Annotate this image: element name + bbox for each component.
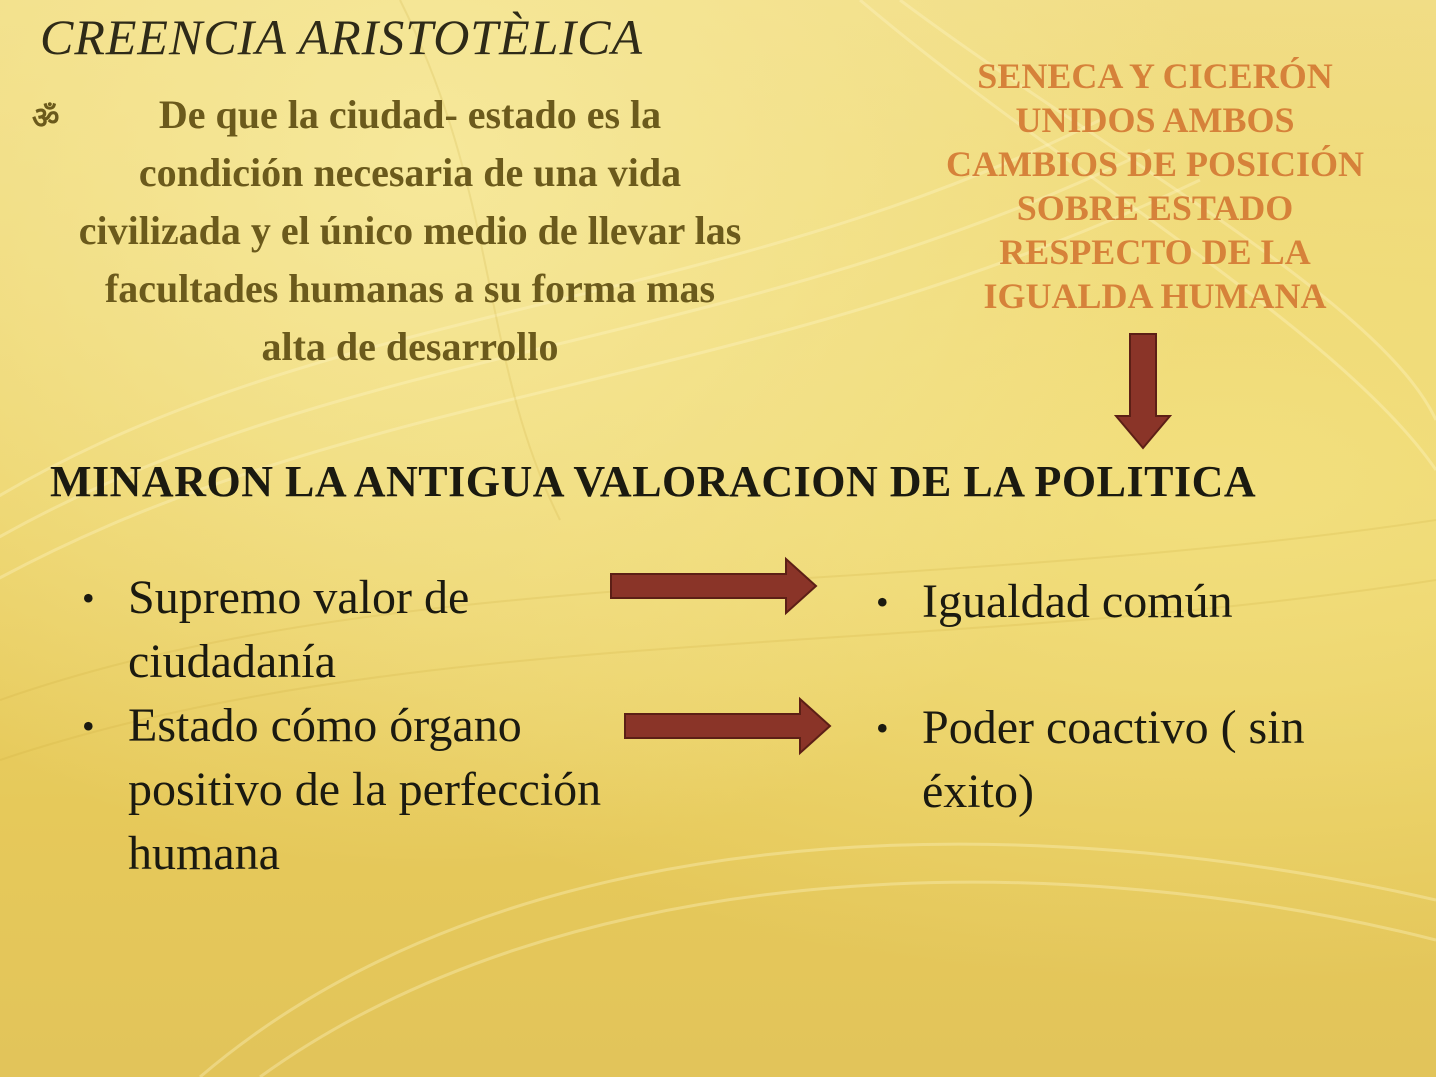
right-list — [876, 570, 1396, 824]
left-list — [82, 566, 602, 886]
list-item-text: Supremo valor de ciudadanía — [128, 571, 470, 688]
arrow-right-icon — [608, 556, 820, 616]
seneca-ciceron-heading: SENECA Y CICERÓN UNIDOS AMBOS CAMBIOS DE POSICIÓN SOBRE ESTADO RESPECTO DE LA IGUALDA HUMANA — [945, 56, 1365, 316]
aristotle-bullet — [32, 86, 742, 376]
slide-title: CREENCIA ARISTOTÈLICA — [40, 9, 644, 65]
list-item-text: Estado cómo órgano positivo de la perfección humana — [128, 699, 602, 880]
list-item — [876, 570, 1396, 634]
bullet-dot: • — [82, 706, 95, 746]
list-item — [82, 566, 602, 694]
list-item — [82, 694, 602, 886]
list-item-text: Poder coactivo ( sin éxito) — [922, 701, 1305, 818]
ornamental-bullet-icon: ॐ — [32, 102, 60, 135]
bullet-dot: • — [876, 582, 889, 622]
bullet-dot: • — [82, 578, 95, 618]
aristotle-text: De que la ciudad- estado es la condición necesaria de una vida civilizada y el único medio de llevar las facultades humanas a su forma mas alta de desarrollo — [78, 92, 742, 369]
arrow-right-icon — [622, 696, 834, 756]
bullet-dot: • — [876, 708, 889, 748]
banner-heading: MINARON LA ANTIGUA VALORACION DE LA POLITICA — [50, 457, 1257, 506]
list-item-text: Igualdad común — [922, 575, 1233, 628]
arrow-down-icon — [1114, 332, 1172, 450]
list-item — [876, 696, 1396, 824]
